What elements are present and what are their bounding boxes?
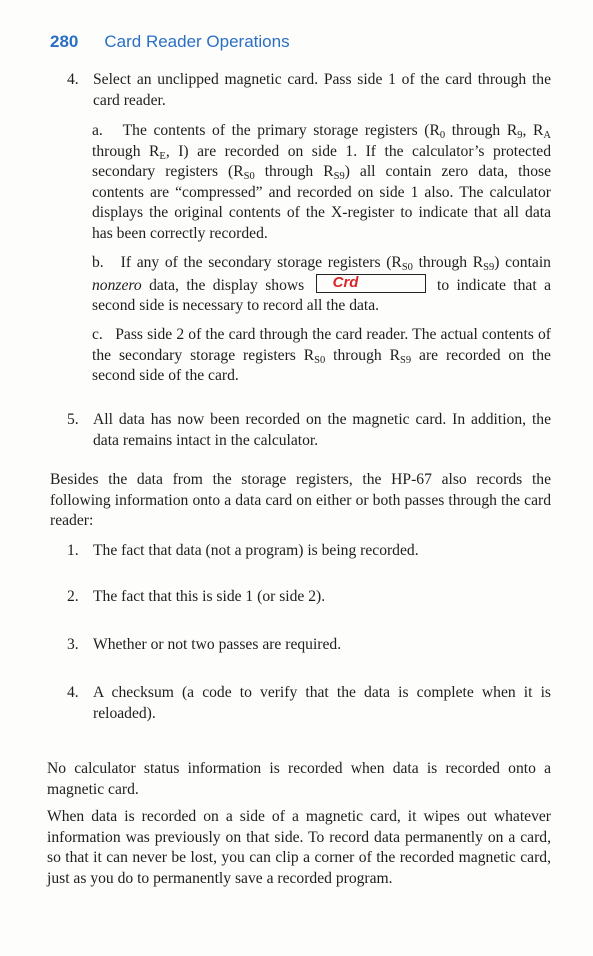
list-text: A checksum (a code to verify that the data is complete when it is reloaded). [93,684,551,722]
paragraph-clip: When data is recorded on a side of a magnetic card, it wipes out whatever information was previously on that side. To record data permanently on a card, so that it can never be lost, you can clip a corner of the recorded magnetic card, just as you do to permanently save a recorded program. [47,808,551,887]
list-number: 3. [67,636,79,653]
list-text: Whether or not two passes are required. [93,636,342,653]
subscript: S9 [400,354,412,366]
substep-c [92,325,551,387]
text-run: through R [92,142,160,160]
text-run: through R [325,346,401,364]
page-number: 280 [50,32,79,51]
list-text: The fact that this is side 1 (or side 2). [93,588,326,605]
step-text: Select an unclipped magnetic card. Pass side 1 of the card through the card reader. [93,71,551,109]
list-item [67,541,551,562]
text-run: through R [254,163,334,181]
text-run: ) all contain zero data, those contents are “compressed” and recorded on side 1 also. The calculator displays the original contents of the X-register to indicate that all data has been correctly recorded. [92,163,551,242]
text-run: Pass side 2 of the card through the card reader. The actual contents of the secondary storage registers R [92,326,551,364]
substep-label: c. [92,326,103,343]
text-run: data, the display shows [141,276,305,294]
list-item [67,587,551,608]
subscript: S0 [401,262,413,273]
emphasis: nonzero [92,276,142,294]
step-number: 4. [67,71,79,88]
step-number: 5. [67,411,79,428]
text-run: If any of the secondary storage registers (R [120,254,402,271]
list-item [67,635,551,656]
text-run: ) contain [494,254,551,271]
subscript: 0 [439,130,446,141]
list-number: 4. [67,684,79,701]
list-number: 2. [67,588,79,605]
list-number: 1. [67,542,79,559]
page-header [50,32,290,52]
list-text: The fact that data (not a program) is being recorded. [93,542,419,559]
step-5 [67,410,551,451]
text-run: are recorded on the second side of the card. [92,346,551,385]
subscript: A [543,130,551,141]
text-run: through R [412,254,484,271]
subscript: S9 [483,262,495,273]
step-text: All data has now been recorded on the magnetic card. In addition, the data remains intact in the calculator. [93,411,551,449]
paragraph-status: No calculator status information is recorded when data is recorded onto a magnetic card. [47,760,551,798]
text-run: , I) are recorded on side 1. If the calculator’s protected secondary registers (R [92,142,552,181]
substep-a [92,121,551,245]
text-run: to indicate that a second side is necessary to record all the data. [92,276,552,315]
step-4 [67,70,551,111]
subscript: E [159,150,166,162]
subscript: 9 [517,130,523,141]
subscript: S9 [333,171,345,183]
page-title: Card Reader Operations [104,32,290,51]
text-run: The contents of the primary storage registers (R [122,122,440,139]
paragraph-intro: Besides the data from the storage registers, the HP-67 also records the following information onto a data card on either or both passes through the card reader: [50,471,551,530]
display-text: Crd [332,273,359,291]
text-run: , R [522,122,544,139]
substep-b [92,253,551,317]
list-item [67,683,551,724]
calculator-display [316,274,426,293]
substep-label: b. [92,254,104,271]
text-run: through R [445,122,518,139]
substep-label: a. [92,122,103,139]
subscript: S0 [243,171,255,183]
subscript: S0 [314,354,326,366]
